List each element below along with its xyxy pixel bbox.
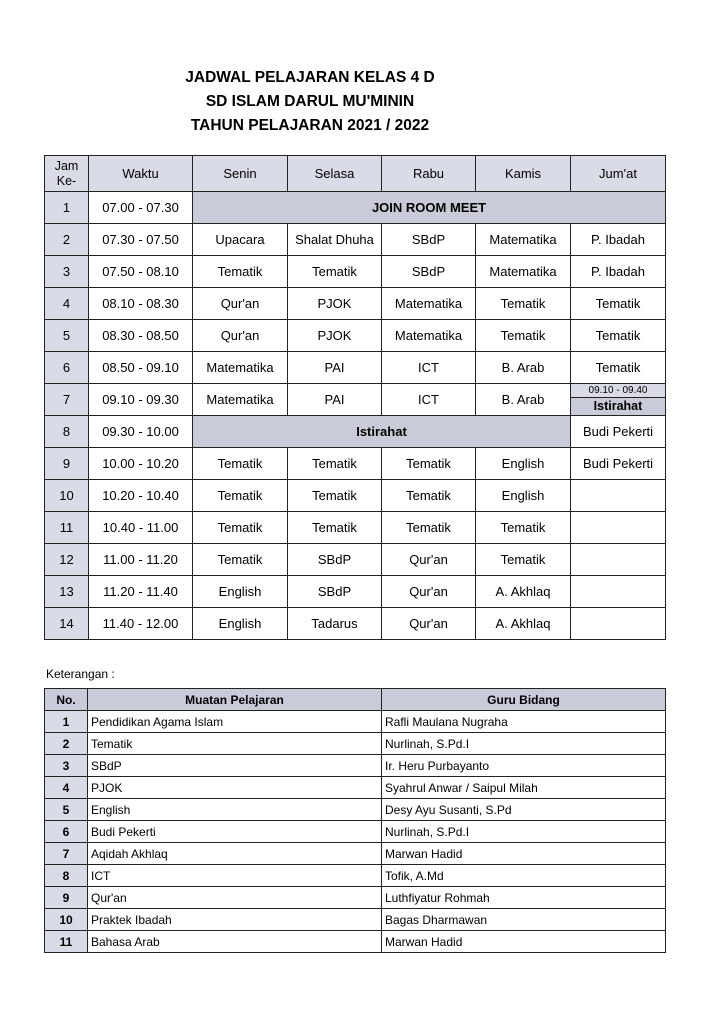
subject-cell: Tematik <box>193 256 288 288</box>
period-number: 3 <box>45 256 89 288</box>
legend-header-row <box>45 689 666 711</box>
legend-subject: Aqidah Akhlaq <box>88 843 382 865</box>
subject-cell: English <box>193 608 288 640</box>
friday-break-label: Istirahat <box>571 398 665 415</box>
subject-cell: Tematik <box>193 448 288 480</box>
legend-row <box>45 909 666 931</box>
subject-cell <box>571 480 666 512</box>
header-day-selasa: Selasa <box>288 156 382 192</box>
subject-cell: Tematik <box>382 448 476 480</box>
subject-cell: Matematika <box>382 320 476 352</box>
schedule-row <box>45 320 666 352</box>
period-number: 14 <box>45 608 89 640</box>
legend-no: 5 <box>45 799 88 821</box>
header-jam <box>45 156 89 192</box>
subject-cell: Qur'an <box>382 576 476 608</box>
break-cell: Istirahat <box>193 416 571 448</box>
legend-subject: SBdP <box>88 755 382 777</box>
period-number: 2 <box>45 224 89 256</box>
period-time: 08.30 - 08.50 <box>89 320 193 352</box>
period-time: 11.00 - 11.20 <box>89 544 193 576</box>
subject-cell: A. Akhlaq <box>476 608 571 640</box>
period-time: 07.30 - 07.50 <box>89 224 193 256</box>
subject-cell: A. Akhlaq <box>476 576 571 608</box>
schedule-row <box>45 608 666 640</box>
legend-row <box>45 733 666 755</box>
header-day-senin: Senin <box>193 156 288 192</box>
schedule-row <box>45 288 666 320</box>
schedule-row <box>45 384 666 416</box>
legend-subject: Praktek Ibadah <box>88 909 382 931</box>
subject-cell: Matematika <box>193 352 288 384</box>
subject-cell: PAI <box>288 352 382 384</box>
legend-table <box>44 688 666 953</box>
legend-row <box>45 843 666 865</box>
legend-no: 2 <box>45 733 88 755</box>
legend-teacher: Nurlinah, S.Pd.I <box>382 733 666 755</box>
subject-cell: SBdP <box>382 256 476 288</box>
legend-teacher: Marwan Hadid <box>382 843 666 865</box>
schedule-row <box>45 256 666 288</box>
join-room-meet-cell: JOIN ROOM MEET <box>193 192 666 224</box>
period-time: 08.50 - 09.10 <box>89 352 193 384</box>
legend-row <box>45 755 666 777</box>
schedule-table <box>44 155 666 640</box>
legend-subject: Qur'an <box>88 887 382 909</box>
legend-teacher: Ir. Heru Purbayanto <box>382 755 666 777</box>
subject-cell: Qur'an <box>193 288 288 320</box>
legend-teacher: Nurlinah, S.Pd.I <box>382 821 666 843</box>
legend-subject: Budi Pekerti <box>88 821 382 843</box>
schedule-row <box>45 480 666 512</box>
subject-cell: P. Ibadah <box>571 224 666 256</box>
header-day-kamis: Kamis <box>476 156 571 192</box>
schedule-header-row <box>45 156 666 192</box>
legend-teacher: Tofik, A.Md <box>382 865 666 887</box>
period-number: 7 <box>45 384 89 416</box>
period-number: 13 <box>45 576 89 608</box>
subject-cell: Tematik <box>476 288 571 320</box>
subject-cell: PJOK <box>288 288 382 320</box>
subject-cell: Tadarus <box>288 608 382 640</box>
legend-teacher: Rafli Maulana Nugraha <box>382 711 666 733</box>
header-jam-line1: Jam <box>54 158 79 173</box>
subject-cell: Upacara <box>193 224 288 256</box>
schedule-row <box>45 416 666 448</box>
subject-cell: SBdP <box>288 576 382 608</box>
legend-teacher: Desy Ayu Susanti, S.Pd <box>382 799 666 821</box>
legend-row <box>45 711 666 733</box>
period-number: 8 <box>45 416 89 448</box>
title-line-3: TAHUN PELAJARAN 2021 / 2022 <box>190 117 430 134</box>
schedule-row <box>45 192 666 224</box>
schedule-row <box>45 352 666 384</box>
period-time: 10.00 - 10.20 <box>89 448 193 480</box>
subject-cell: Matematika <box>476 256 571 288</box>
subject-cell: SBdP <box>382 224 476 256</box>
legend-no: 10 <box>45 909 88 931</box>
legend-subject: Pendidikan Agama Islam <box>88 711 382 733</box>
keterangan-label: Keterangan : <box>46 667 115 681</box>
schedule-row <box>45 512 666 544</box>
schedule-row <box>45 448 666 480</box>
subject-cell: ICT <box>382 352 476 384</box>
legend-header-subject: Muatan Pelajaran <box>88 689 382 711</box>
period-number: 1 <box>45 192 89 224</box>
subject-cell: Tematik <box>382 512 476 544</box>
legend-subject: Tematik <box>88 733 382 755</box>
period-number: 4 <box>45 288 89 320</box>
legend-subject: PJOK <box>88 777 382 799</box>
subject-cell: Qur'an <box>382 608 476 640</box>
subject-cell: Qur'an <box>382 544 476 576</box>
legend-no: 4 <box>45 777 88 799</box>
legend-row <box>45 799 666 821</box>
subject-cell: Matematika <box>382 288 476 320</box>
subject-cell: PAI <box>288 384 382 416</box>
subject-cell: Tematik <box>476 320 571 352</box>
subject-cell: Tematik <box>193 512 288 544</box>
legend-no: 1 <box>45 711 88 733</box>
legend-row <box>45 821 666 843</box>
title-line-2: SD ISLAM DARUL MU'MININ <box>205 93 415 110</box>
subject-cell: ICT <box>382 384 476 416</box>
legend-no: 7 <box>45 843 88 865</box>
header-jam-line2: Ke- <box>56 173 77 188</box>
legend-subject: Bahasa Arab <box>88 931 382 953</box>
subject-cell: Tematik <box>571 288 666 320</box>
subject-cell: P. Ibadah <box>571 256 666 288</box>
friday-break-time: 09.10 - 09.40 <box>571 384 665 398</box>
period-time: 08.10 - 08.30 <box>89 288 193 320</box>
header-day-rabu: Rabu <box>382 156 476 192</box>
subject-cell <box>571 544 666 576</box>
subject-cell <box>571 512 666 544</box>
schedule-row <box>45 544 666 576</box>
subject-cell: Tematik <box>288 480 382 512</box>
subject-cell: Tematik <box>288 448 382 480</box>
legend-header-no: No. <box>45 689 88 711</box>
legend-subject: ICT <box>88 865 382 887</box>
legend-subject: English <box>88 799 382 821</box>
legend-no: 3 <box>45 755 88 777</box>
subject-cell: Tematik <box>193 544 288 576</box>
legend-row <box>45 865 666 887</box>
legend-no: 6 <box>45 821 88 843</box>
subject-cell: B. Arab <box>476 352 571 384</box>
legend-teacher: Marwan Hadid <box>382 931 666 953</box>
legend-teacher: Bagas Dharmawan <box>382 909 666 931</box>
period-number: 10 <box>45 480 89 512</box>
legend-row <box>45 931 666 953</box>
period-number: 9 <box>45 448 89 480</box>
subject-cell: B. Arab <box>476 384 571 416</box>
subject-cell: Qur'an <box>193 320 288 352</box>
period-number: 12 <box>45 544 89 576</box>
period-time: 11.20 - 11.40 <box>89 576 193 608</box>
subject-cell: SBdP <box>288 544 382 576</box>
subject-cell: Matematika <box>193 384 288 416</box>
period-time: 07.50 - 08.10 <box>89 256 193 288</box>
header-waktu: Waktu <box>89 156 193 192</box>
document-title <box>0 66 620 138</box>
period-time: 07.00 - 07.30 <box>89 192 193 224</box>
legend-teacher: Luthfiyatur Rohmah <box>382 887 666 909</box>
legend-no: 11 <box>45 931 88 953</box>
subject-cell: Shalat Dhuha <box>288 224 382 256</box>
period-time: 10.40 - 11.00 <box>89 512 193 544</box>
subject-cell <box>571 576 666 608</box>
subject-cell: English <box>476 480 571 512</box>
legend-no: 9 <box>45 887 88 909</box>
legend-row <box>45 777 666 799</box>
schedule-row <box>45 576 666 608</box>
subject-cell: PJOK <box>288 320 382 352</box>
subject-cell: Budi Pekerti <box>571 448 666 480</box>
subject-cell: Tematik <box>476 512 571 544</box>
subject-cell: English <box>476 448 571 480</box>
subject-cell: Tematik <box>382 480 476 512</box>
subject-cell: Tematik <box>193 480 288 512</box>
title-line-1: JADWAL PELAJARAN KELAS 4 D <box>185 69 435 86</box>
subject-cell: Tematik <box>571 352 666 384</box>
legend-header-teacher: Guru Bidang <box>382 689 666 711</box>
schedule-row <box>45 224 666 256</box>
period-number: 11 <box>45 512 89 544</box>
period-time: 09.30 - 10.00 <box>89 416 193 448</box>
period-time: 09.10 - 09.30 <box>89 384 193 416</box>
friday-break-cell <box>571 384 666 416</box>
legend-row <box>45 887 666 909</box>
subject-cell <box>571 608 666 640</box>
subject-cell: Tematik <box>288 256 382 288</box>
header-day-jumat: Jum'at <box>571 156 666 192</box>
subject-cell: Tematik <box>476 544 571 576</box>
subject-cell: Budi Pekerti <box>571 416 666 448</box>
legend-no: 8 <box>45 865 88 887</box>
subject-cell: Matematika <box>476 224 571 256</box>
period-number: 5 <box>45 320 89 352</box>
period-time: 11.40 - 12.00 <box>89 608 193 640</box>
period-number: 6 <box>45 352 89 384</box>
subject-cell: English <box>193 576 288 608</box>
subject-cell: Tematik <box>571 320 666 352</box>
period-time: 10.20 - 10.40 <box>89 480 193 512</box>
legend-teacher: Syahrul Anwar / Saipul Milah <box>382 777 666 799</box>
subject-cell: Tematik <box>288 512 382 544</box>
